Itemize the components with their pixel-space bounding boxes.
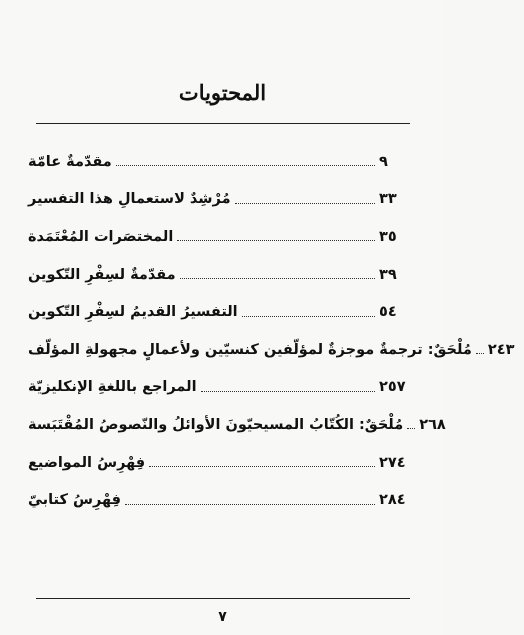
page-number: ٧ [218, 609, 227, 625]
toc-entry-title: مُرْشِدٌ لاستعمالِ هذا التفسير [28, 191, 231, 208]
toc-entry-title: مُلْحَقٌ: الكُتّابُ المسيحيّونَ الأوائلُ والنّصوصُ المُقْتَبَسة [28, 416, 404, 433]
toc-entry-title: المراجع باللغةِ الإنكليزيّة [28, 379, 197, 396]
table-of-contents [22, 143, 515, 519]
toc-entry [22, 143, 415, 181]
toc-entry-page: ٢٦٨ [419, 416, 446, 433]
toc-entry-page: ٢٨٤ [379, 492, 406, 509]
toc-entry-page: ٣٣ [379, 191, 397, 208]
top-rule [36, 123, 410, 124]
toc-entry [22, 218, 415, 256]
toc-entry-page: ٢٥٧ [379, 379, 406, 396]
toc-entry [22, 369, 415, 407]
bottom-rule [36, 598, 410, 599]
dot-leader [125, 504, 375, 505]
toc-entry-title: مُلْحَقٌ: ترجمةٌ موجزةٌ لمؤلّفين كنسيّين ولأعمالٍ مجهولةِ المؤلّف [28, 341, 472, 358]
toc-entry-page: ٢٧٤ [379, 454, 406, 471]
dot-leader [116, 165, 375, 166]
dot-leader [235, 203, 375, 204]
dot-leader [149, 466, 375, 467]
dot-leader [476, 353, 484, 354]
toc-entry-page: ٣٥ [379, 228, 397, 245]
dot-leader [180, 278, 375, 279]
toc-entry-title: المختصَرات المُعْتَمَدة [28, 228, 174, 245]
toc-entry-page: ٢٤٣ [487, 341, 515, 358]
toc-entry-title: مقدّمةٌ عامّة [28, 153, 112, 170]
toc-entry [22, 481, 415, 519]
dot-leader [201, 391, 375, 392]
toc-entry [22, 331, 515, 369]
page-title: المحتويات [178, 80, 267, 105]
toc-entry [22, 181, 415, 219]
dot-leader [242, 316, 375, 317]
toc-entry [22, 444, 415, 482]
toc-entry [22, 256, 415, 294]
toc-entry-title: مقدّمةٌ لسِفْرِ التّكوين [28, 266, 176, 283]
toc-entry [22, 293, 415, 331]
toc-entry [22, 406, 446, 444]
toc-entry-page: ٥٤ [379, 304, 397, 321]
toc-entry-page: ٩ [379, 153, 388, 170]
dot-leader [407, 428, 415, 429]
toc-entry-title: التفسيرُ القديمُ لسِفْرِ التّكوين [28, 304, 238, 321]
toc-entry-page: ٣٩ [379, 266, 397, 283]
toc-entry-title: فِهْرِسُ المواضيع [28, 454, 146, 471]
toc-entry-title: فِهْرِسُ كتابيّ [28, 492, 122, 509]
dot-leader [177, 240, 375, 241]
